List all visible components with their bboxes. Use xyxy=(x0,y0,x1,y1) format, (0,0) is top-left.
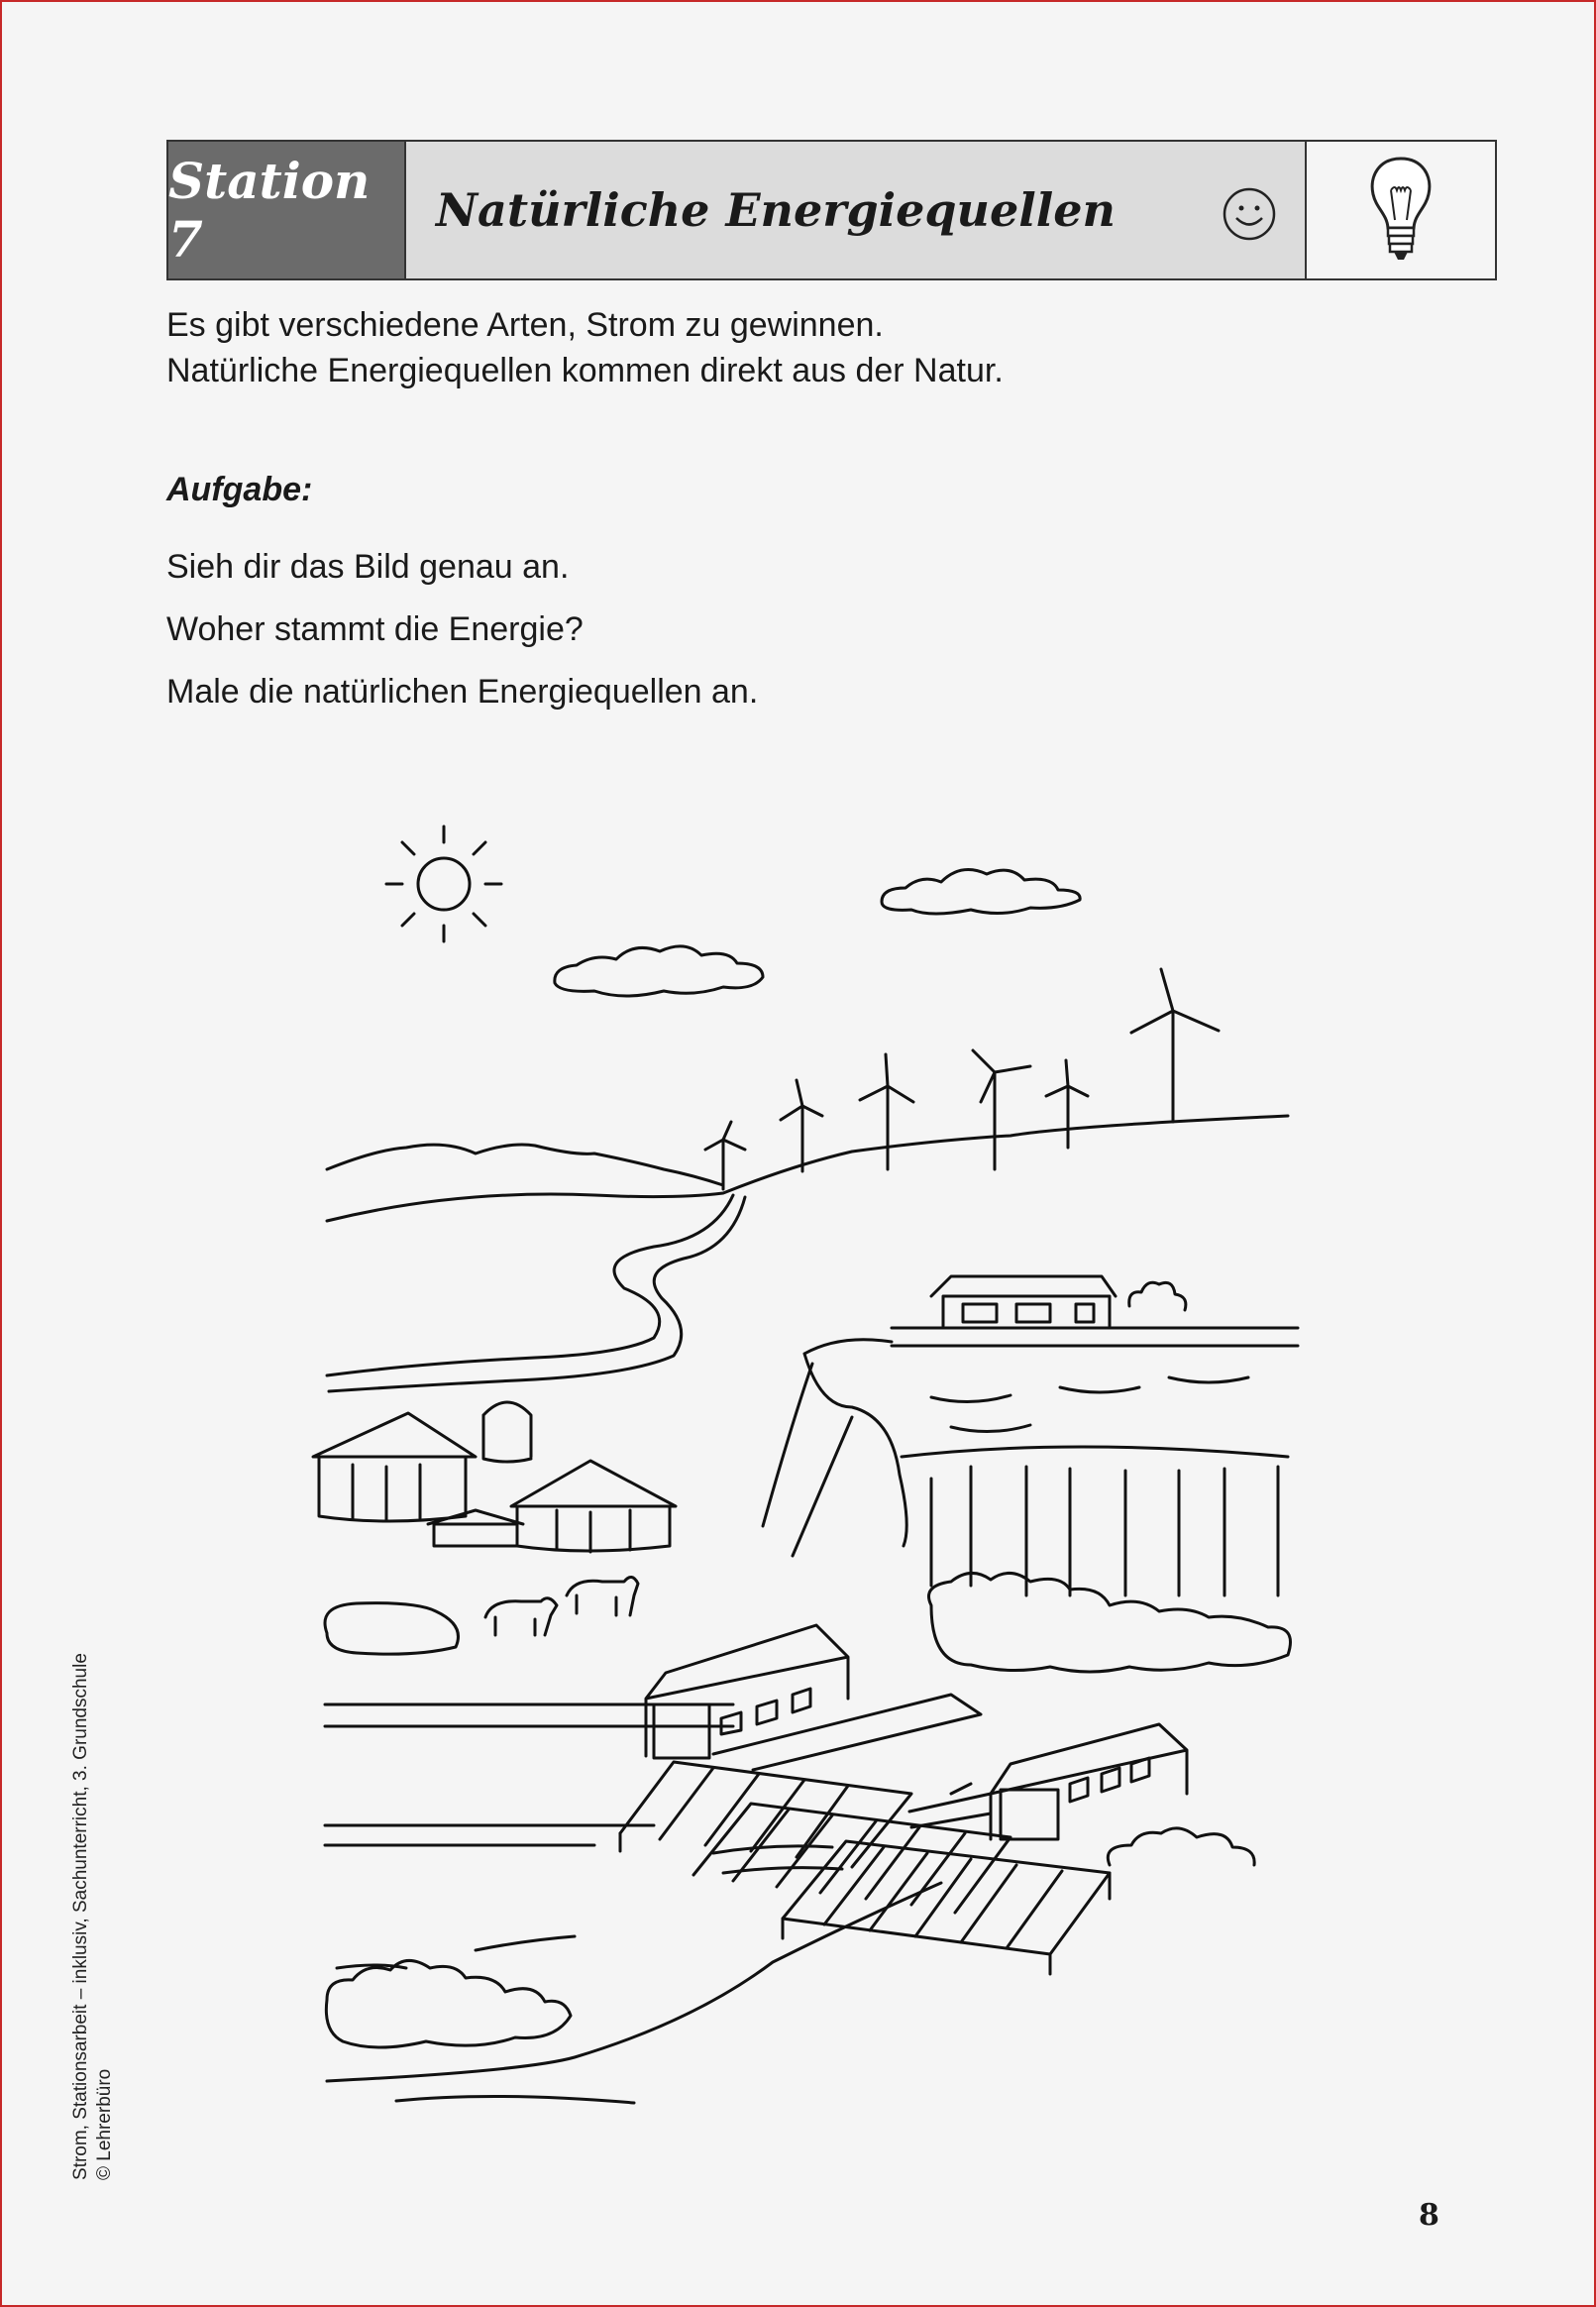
barn-icon xyxy=(909,1724,1187,1839)
road-line xyxy=(327,1883,941,2103)
task-heading: Aufgabe: xyxy=(166,471,313,508)
hill-line xyxy=(327,1116,1288,1221)
sun-icon xyxy=(386,826,501,941)
cloud-icon xyxy=(882,870,1080,915)
hay-bales xyxy=(325,1603,459,1654)
river-line xyxy=(329,1197,745,1391)
instruction-1: Sieh dir das Bild genau an. xyxy=(166,548,570,586)
mountain-line xyxy=(327,1145,723,1185)
river-line xyxy=(327,1195,733,1375)
cows-icon xyxy=(485,1577,638,1635)
wind-turbine-icon xyxy=(705,969,1219,1189)
fence-line xyxy=(325,1825,654,1845)
fence-line xyxy=(325,1704,733,1726)
side-credit xyxy=(69,1653,117,2180)
task-instructions xyxy=(166,548,758,735)
intro-line-1: Es gibt verschiedene Arten, Strom zu gewinnen. xyxy=(166,306,884,344)
page-number: 8 xyxy=(1419,2198,1439,2233)
energy-landscape-illustration xyxy=(297,813,1328,2141)
worksheet-title: Natürliche Energiequellen xyxy=(436,183,1116,237)
farmhouse-icon xyxy=(931,1276,1186,1326)
instruction-3: Male die natürlichen Energiequellen an. xyxy=(166,673,759,711)
dam-cliff xyxy=(763,1340,1288,1595)
bulb-box xyxy=(1307,142,1495,278)
station-label: Station 7 xyxy=(168,142,406,278)
solar-panel-icon xyxy=(620,1762,1110,1974)
intro-text xyxy=(166,302,1004,393)
field-edge xyxy=(892,1328,1298,1346)
water-ripples xyxy=(337,1846,842,1968)
worksheet-header xyxy=(166,140,1497,280)
intro-line-2: Natürliche Energiequellen kommen direkt aus der Natur. xyxy=(166,352,1004,389)
smiley-icon xyxy=(1222,186,1277,242)
credit-line-2: © Lehrerbüro xyxy=(94,2068,115,2180)
credit-line-1: Strom, Stationsarbeit – inklusiv, Sachunterricht, 3. Grundschule xyxy=(70,1653,91,2180)
lightbulb-icon xyxy=(1361,151,1440,270)
title-box xyxy=(406,142,1307,278)
cloud-icon xyxy=(555,946,763,996)
barn-icon xyxy=(646,1625,981,1770)
biogas-plant-icon xyxy=(313,1402,676,1552)
instruction-2: Woher stammt die Energie? xyxy=(166,610,584,648)
